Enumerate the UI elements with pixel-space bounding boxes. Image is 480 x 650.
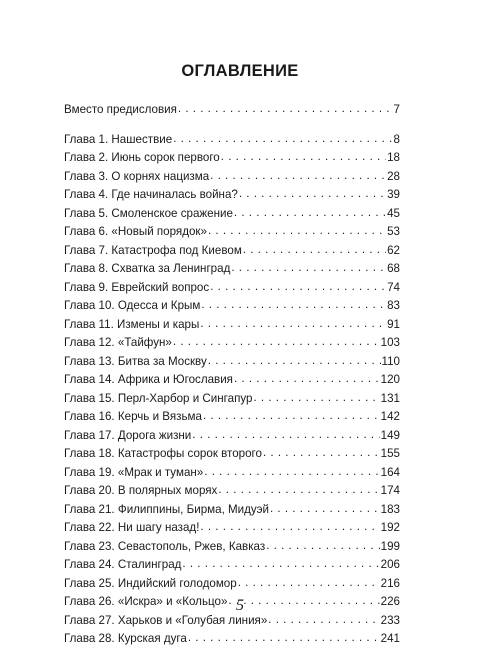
toc-entry-title: Глава 6. «Новый порядок»: [64, 225, 207, 238]
toc-entry-title: Глава 4. Где начиналась война?: [64, 188, 238, 201]
toc-entry: [64, 520, 400, 539]
toc-entry: [64, 224, 400, 243]
toc-entry: [64, 631, 400, 650]
toc-entry-title: Глава 24. Сталинград: [64, 558, 182, 571]
toc-dot-leader: [200, 520, 379, 531]
toc-entry: [64, 428, 400, 447]
toc-entry: [64, 409, 400, 428]
toc-entry-title: Глава 27. Харьков и «Голубая линия»: [64, 613, 268, 627]
toc-entry-title: Глава 9. Еврейский вопрос: [64, 280, 210, 294]
toc-entry-title: Глава 17. Дорога жизни: [64, 428, 192, 442]
toc-entry-title: Глава 5. Смоленское сражение: [64, 206, 233, 220]
toc-entry: [64, 169, 400, 188]
toc-entry-title: Глава 28. Курская дуга: [64, 632, 187, 645]
toc-dot-leader: [210, 169, 386, 180]
toc-entry-page: 131: [380, 391, 400, 405]
toc-entry-title: Глава 18. Катастрофы сорок второго: [64, 447, 262, 460]
toc-entry-page: 192: [380, 521, 400, 534]
toc-entry: [64, 557, 400, 576]
toc-entry-title: Глава 14. Африка и Югославия: [64, 373, 233, 386]
toc-dot-leader: [231, 261, 386, 272]
toc-entry: [64, 502, 400, 521]
toc-entry: [64, 298, 400, 317]
toc-dot-leader: [253, 391, 379, 402]
toc-dot-leader: [270, 502, 380, 513]
toc-entry-page: 174: [380, 484, 400, 497]
toc-entry-page: 83: [387, 299, 400, 312]
toc-dot-leader: [192, 428, 379, 439]
toc-entry-page: 120: [380, 373, 400, 386]
toc-entry-title: Глава 26. «Искра» и «Кольцо»: [64, 595, 228, 608]
toc-entry-page: 68: [387, 262, 400, 275]
toc-dot-leader: [182, 557, 379, 568]
toc-entry-page: 91: [387, 317, 400, 331]
toc-entry-title: Глава 1. Нашествие: [64, 132, 173, 146]
toc-entry-page: 164: [380, 465, 400, 479]
toc-dot-leader: [173, 335, 380, 346]
toc-entry-page: 7: [393, 103, 400, 116]
toc-entry: [64, 354, 400, 373]
toc-entry: [64, 243, 400, 262]
toc-dot-leader: [234, 372, 380, 383]
toc-dot-leader: [173, 132, 392, 143]
toc-entry: [64, 132, 400, 151]
toc-entry: [64, 391, 400, 410]
toc-dot-leader: [234, 206, 386, 217]
toc-entry: [64, 372, 400, 391]
toc-entry-title: Глава 23. Севастополь, Ржев, Кавказ: [64, 539, 266, 553]
toc-entry-page: 74: [387, 280, 400, 294]
toc-dot-leader: [221, 150, 386, 161]
toc-entry-page: 8: [393, 132, 400, 146]
toc-entry-page: 183: [380, 502, 400, 516]
toc-entry: [64, 102, 400, 121]
toc-entry: [64, 335, 400, 354]
toc-entry-page: 18: [387, 151, 400, 164]
toc-entry-title: Глава 10. Одесса и Крым: [64, 299, 201, 312]
toc-entry: [64, 465, 400, 484]
toc-entry-page: 28: [387, 169, 400, 183]
toc-entry-page: 149: [380, 428, 400, 442]
toc-entry: [64, 280, 400, 299]
toc-dot-leader: [208, 354, 381, 365]
toc-entry-title: Глава 13. Битва за Москву: [64, 354, 207, 368]
toc-entry-title: Глава 8. Схватка за Ленинград: [64, 262, 231, 275]
toc-entry-page: 39: [387, 188, 400, 201]
toc-entry-page: 226: [380, 595, 400, 608]
toc-entry-title: Глава 12. «Тайфун»: [64, 336, 172, 349]
toc-dot-leader: [266, 539, 379, 550]
toc-dot-leader: [243, 243, 386, 254]
toc-entry-title: Глава 11. Измены и кары: [64, 317, 200, 331]
toc-entry-page: 110: [381, 354, 400, 368]
toc-dot-leader: [201, 298, 386, 309]
toc-entry-page: 142: [380, 410, 400, 423]
toc-dot-leader: [210, 280, 386, 291]
toc-dot-leader: [200, 317, 386, 328]
toc-entry-title: Глава 16. Керчь и Вязьма: [64, 410, 202, 423]
toc-entry: [64, 483, 400, 502]
toc-entry-title: Глава 20. В полярных морях: [64, 484, 218, 497]
toc-entry: [64, 206, 400, 225]
toc-dot-leader: [239, 187, 386, 198]
toc-entry: [64, 150, 400, 169]
toc-entry: [64, 446, 400, 465]
toc-entry-title: Глава 19. «Мрак и туман»: [64, 465, 204, 479]
page-number: 5: [236, 597, 244, 614]
toc-entry: [64, 576, 400, 595]
toc-entry-page: 62: [387, 243, 400, 257]
page-title: ОГЛАВЛЕНИЕ: [181, 62, 299, 80]
toc-entry: [64, 261, 400, 280]
toc-entry-title: Вместо предисловия: [64, 103, 177, 116]
toc-entry-title: Глава 25. Индийский голодомор: [64, 576, 237, 590]
toc-entry-page: 233: [380, 613, 400, 627]
toc-dot-leader: [208, 224, 386, 235]
toc-entry-title: Глава 2. Июнь сорок первого: [64, 151, 220, 164]
toc-dot-leader: [263, 446, 380, 457]
toc-entry-page: 199: [380, 539, 400, 553]
toc-dot-leader: [203, 409, 380, 420]
toc-dot-leader: [178, 102, 393, 113]
toc-entry: [64, 317, 400, 336]
toc-entry: [64, 613, 400, 632]
toc-dot-leader: [204, 465, 379, 476]
toc-entry-page: 155: [380, 447, 400, 460]
toc-entry-page: 216: [380, 576, 400, 590]
toc-entry-title: Глава 7. Катастрофа под Киевом: [64, 243, 242, 257]
toc-entry: [64, 187, 400, 206]
toc-entry-page: 103: [380, 336, 400, 349]
toc-entry-title: Глава 22. Ни шагу назад!: [64, 521, 200, 534]
toc-entry-page: 45: [387, 206, 400, 220]
toc-entry-page: 241: [380, 632, 400, 645]
toc-dot-leader: [238, 576, 380, 587]
toc-entry-title: Глава 15. Перл-Харбор и Сингапур: [64, 391, 253, 405]
toc-entry: [64, 539, 400, 558]
toc-entry-page: 206: [380, 558, 400, 571]
toc-entry-title: Глава 3. О корнях нацизма: [64, 169, 210, 183]
toc-dot-leader: [188, 631, 380, 642]
table-of-contents: [64, 102, 400, 650]
toc-entry-title: Глава 21. Филиппины, Бирма, Мидуэй: [64, 502, 269, 516]
toc-dot-leader: [218, 483, 379, 494]
toc-entry-page: 53: [387, 225, 400, 238]
